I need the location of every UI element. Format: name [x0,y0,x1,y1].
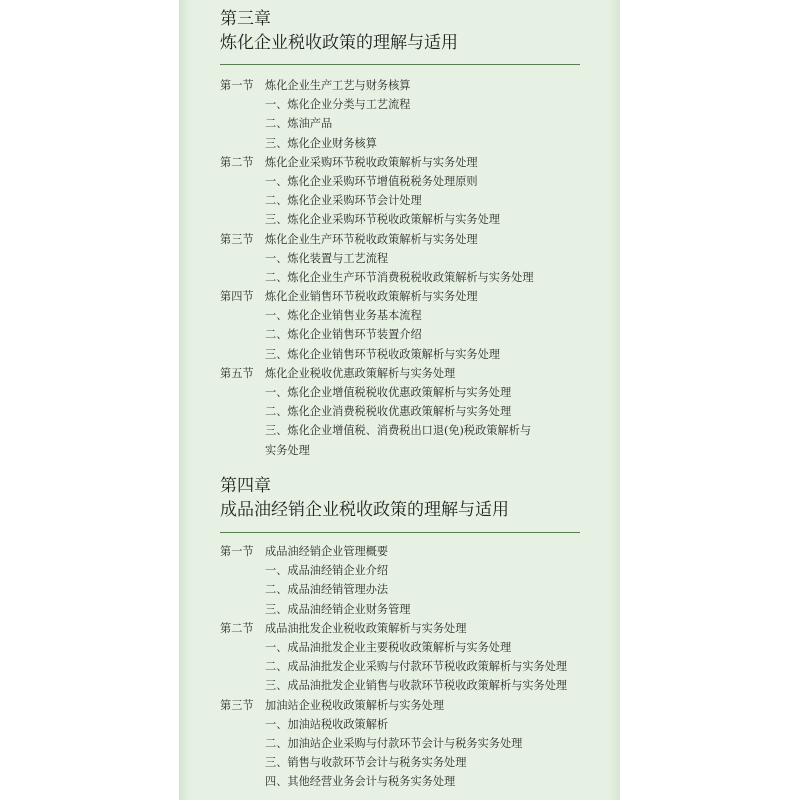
section-number: 第五节 [220,366,254,380]
toc-subsection-entry [220,249,600,268]
entry-text: 二、炼化企业销售环节装置介绍 [265,328,422,342]
toc-subsection-entry [220,402,600,421]
toc-section-entry [220,287,600,306]
section-number: 第一节 [220,79,254,92]
toc-subsection-entry [220,676,600,695]
toc-section-entry [220,696,600,715]
entry-text: 三、成品油批发企业销售与收款环节税收政策解析与实务处理 [265,679,568,693]
toc-subsection-entry [220,657,600,676]
toc-section-entry [220,230,600,249]
entry-text: 炼化企业生产工艺与财务核算 [265,79,411,92]
entry-text: 二、成品油批发企业采购与付款环节税收政策解析与实务处理 [265,660,568,674]
toc-subsection-entry [220,421,600,440]
entry-text: 炼化企业采购环节税收政策解析与实务处理 [265,155,478,169]
toc-subsection-entry [220,172,600,191]
toc-subsection-entry [220,600,600,619]
toc-subsection-entry [220,268,600,287]
section-number: 第一节 [220,545,254,558]
section-number: 第三节 [220,698,254,712]
chapter-4-label: 第四章 [220,476,271,496]
chapter-3-rule [220,64,580,65]
entry-text: 一、炼化企业采购环节增值税税务处理原则 [265,174,478,188]
entry-text: 三、炼化企业财务核算 [265,136,377,150]
section-number: 第二节 [220,155,254,169]
toc-subsection-entry [220,753,600,772]
entry-text: 三、炼化企业采购环节税收政策解析与实务处理 [265,213,500,227]
toc-subsection-entry [220,580,600,599]
toc-subsection-entry [220,441,600,460]
entry-text: 炼化企业生产环节税收政策解析与实务处理 [265,232,478,246]
section-number: 第三节 [220,232,254,246]
entry-text: 一、炼化企业销售业务基本流程 [265,309,422,323]
toc-section-entry [220,364,600,383]
entry-text: 二、加油站企业采购与付款环节会计与税务实务处理 [265,736,523,750]
toc-subsection-entry [220,561,600,580]
entry-text: 一、成品油经销企业介绍 [265,564,389,578]
chapter-4-toc [220,542,600,791]
entry-text: 一、炼化装置与工艺流程 [265,251,389,265]
toc-subsection-entry [220,638,600,657]
toc-subsection-entry [220,772,600,791]
toc-subsection-entry [220,734,600,753]
entry-text: 炼化企业税收优惠政策解析与实务处理 [265,366,456,380]
toc-subsection-entry [220,306,600,325]
entry-text: 四、其他经营业务会计与税务实务处理 [265,775,456,789]
toc-section-entry [220,76,600,95]
toc-subsection-entry [220,325,600,344]
entry-text: 二、炼油产品 [265,117,333,131]
chapter-3-toc [220,76,600,460]
entry-text: 实务处理 [265,443,310,457]
entry-text: 三、炼化企业销售环节税收政策解析与实务处理 [265,347,500,361]
toc-subsection-entry [220,210,600,229]
entry-text: 三、销售与收款环节会计与税务实务处理 [265,756,467,770]
entry-text: 二、炼化企业生产环节消费税税收政策解析与实务处理 [265,270,534,284]
page-edge-right [608,0,620,800]
entry-text: 加油站企业税收政策解析与实务处理 [265,698,445,712]
entry-text: 炼化企业销售环节税收政策解析与实务处理 [265,290,478,304]
toc-subsection-entry [220,191,600,210]
chapter-4-rule [220,532,580,533]
entry-text: 一、炼化企业增值税税收优惠政策解析与实务处理 [265,386,512,399]
chapter-3-heading [220,7,600,55]
entry-text: 一、炼化企业分类与工艺流程 [265,98,411,112]
entry-text: 成品油批发企业税收政策解析与实务处理 [265,621,467,635]
page-edge-left [179,0,191,800]
toc-subsection-entry [220,345,600,364]
section-number: 第四节 [220,290,254,304]
chapter-4-title: 成品油经销企业税收政策的理解与适用 [220,500,509,520]
entry-text: 一、成品油批发企业主要税收政策解析与实务处理 [265,640,512,654]
toc-subsection-entry [220,95,600,114]
toc-subsection-entry [220,383,600,402]
toc-section-entry [220,153,600,172]
toc-section-entry [220,542,600,561]
entry-text: 三、炼化企业增值税、消费税出口退(免)税政策解析与 [265,424,532,438]
entry-text: 二、炼化企业采购环节会计处理 [265,194,422,208]
toc-subsection-entry [220,134,600,153]
chapter-4-heading [220,474,600,522]
entry-text: 三、成品油经销企业财务管理 [265,602,411,616]
chapter-3-label: 第三章 [220,9,271,29]
chapter-3-title: 炼化企业税收政策的理解与适用 [220,33,458,53]
entry-text: 成品油经销企业管理概要 [265,545,389,558]
toc-section-entry [220,619,600,638]
entry-text: 一、加油站税收政策解析 [265,717,389,731]
toc-subsection-entry [220,715,600,734]
entry-text: 二、成品油经销管理办法 [265,583,389,597]
section-number: 第二节 [220,621,254,635]
entry-text: 二、炼化企业消费税税收优惠政策解析与实务处理 [265,405,512,419]
toc-subsection-entry [220,114,600,133]
